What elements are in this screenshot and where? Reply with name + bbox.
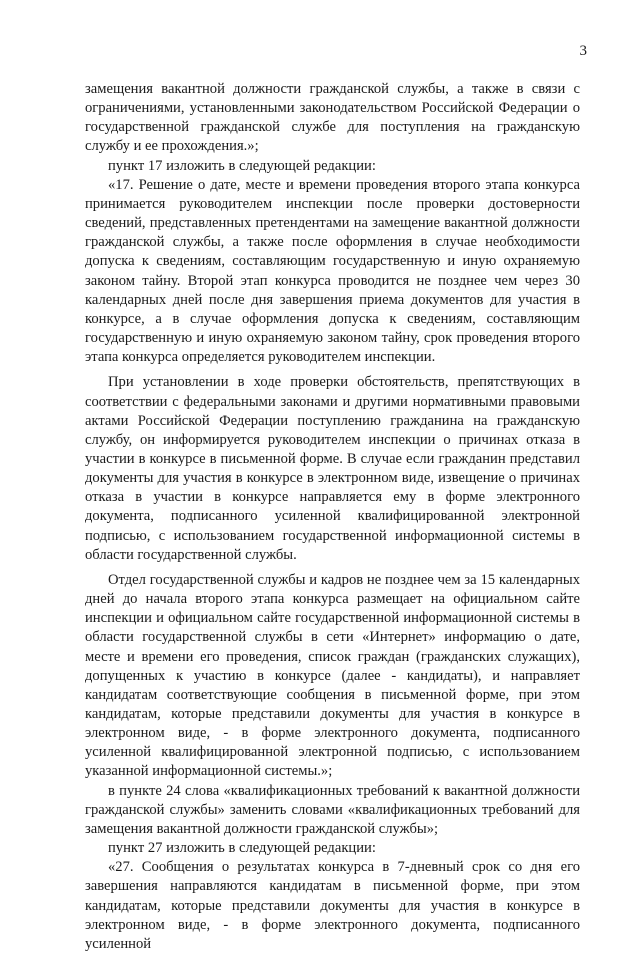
page-number: 3 (579, 43, 587, 59)
paragraph-8: «27. Сообщения о результатах конкурса в 7-дневный срок со дня его завершения направляются кандидатам в письменной форме, при этом кандидатам, которые представили документы для участия в конкурсе в электронном виде, - в форме электронного документа, подписанного усиленной (85, 859, 580, 952)
paragraph-1: замещения вакантной должности гражданской службы, а также в связи с ограничениями, установленными законодательством Российской Федерации о государственной гражданской службе для поступления на гражданскую службу и ее прохождения.»; (85, 81, 580, 155)
paragraph-5: Отдел государственной службы и кадров не позднее чем за 15 календарных дней до начала второго этапа конкурса размещает на официальном сайте инспекции и официальном сайте государственной информационной системы в области государственной службы в сети «Интернет» информацию о дате, месте и времени его проведения, список граждан (гражданских служащих), допущенных к участию в конкурсе (далее - кандидаты), и направляет кандидатам соответствующие сообщения в письменной форме, при этом кандидатам, которые представили документы для участия в конкурсе в электронном виде, - в форме электронного документа, подписанного усиленной квалифицированной электронной подписью, с использованием указанной информационной системы.»; (85, 571, 580, 780)
paragraph-7: пункт 27 изложить в следующей редакции: (108, 840, 376, 857)
document-body (85, 80, 580, 954)
paragraph-2: пункт 17 изложить в следующей редакции: (108, 157, 376, 174)
paragraph-6: в пункте 24 слова «квалификационных требований к вакантной должности гражданской службы» заменить словами «квалификационных требований для замещения вакантной должности гражданской службы»; (85, 782, 580, 837)
paragraph-4: При установлении в ходе проверки обстоятельств, препятствующих в соответствии с федеральными законами и другими нормативными правовыми актами Российской Федерации поступлению гражданина на гражданскую службу, он информируется руководителем инспекции о причинах отказа в участии в конкурсе в письменной форме. В случае если гражданин представил документы для участия в конкурсе в электронном виде, извещение о причинах отказа в участии в конкурсе направляется ему в форме электронного документа, подписанного усиленной квалифицированной электронной подписью, с использованием государственной информационной системы в области государственной службы. (85, 374, 580, 563)
paragraph-3: «17. Решение о дате, месте и времени проведения второго этапа конкурса принимается руководителем инспекции после проверки достоверности сведений, представленных претендентами на замещение вакантной должности гражданской службы, а также после оформления в случае необходимости допуска к сведениям, составляющим государственную и иную охраняемую законом тайну. Второй этап конкурса проводится не позднее чем через 30 календарных дней после дня завершения приема документов для участия в конкурсе, а в случае оформления допуска к сведениям, составляющим государственную и иную охраняемую законом тайну, срок проведения второго этапа конкурса определяется руководителем инспекции. (85, 176, 580, 366)
